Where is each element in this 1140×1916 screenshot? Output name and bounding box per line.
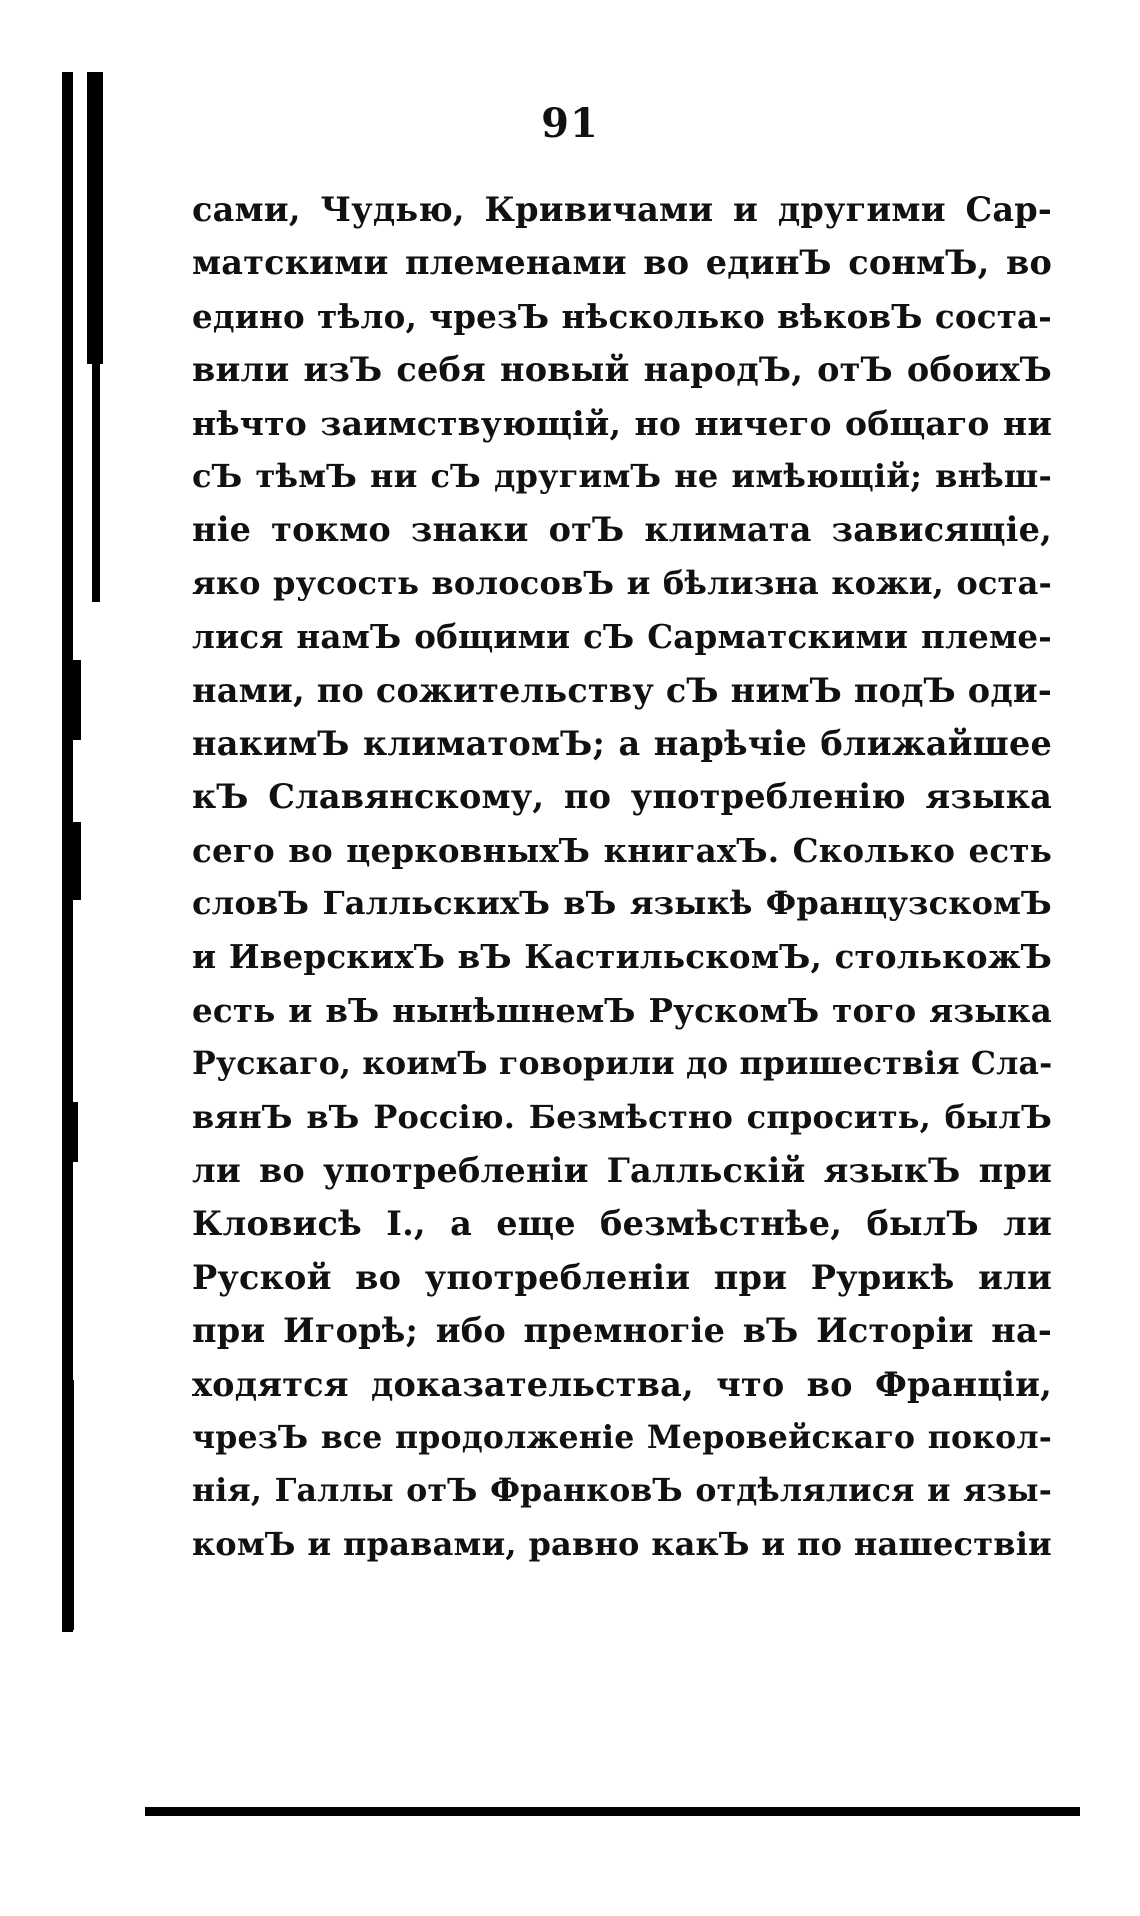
text-line: вянЪ вЪ Россію. Безмѣстно спросить, былЪ xyxy=(192,1097,1052,1136)
text-line: нами, по сожительству сЪ нимЪ подЪ оди- xyxy=(192,670,1052,710)
text-line: матскими племенами во единЪ сонмЪ, во xyxy=(192,243,1052,283)
text-line: накимЪ климатомЪ; а нарѣчіе ближайшее xyxy=(192,723,1052,763)
page-number: 91 xyxy=(541,100,599,147)
text-line: ходятся доказательства, что во Франціи, xyxy=(192,1364,1052,1404)
text-line: вили изЪ себя новый народЪ, отЪ обоихЪ xyxy=(192,350,1052,390)
scan-edge-bar xyxy=(64,660,81,740)
text-line: Рускаго, коимЪ говорили до пришествія Сла- xyxy=(192,1045,1053,1083)
text-line: словЪ ГалльскихЪ вЪ языкѣ ФранцузскомЪ xyxy=(192,884,1052,923)
text-line: при Игорѣ; ибо премногіе вЪ Исторіи на- xyxy=(192,1311,1052,1351)
text-line: нія, Галлы отЪ ФранковЪ отдѣлялися и язы- xyxy=(192,1472,1052,1510)
scan-edge-bar xyxy=(62,1380,74,1630)
scan-edge-bar xyxy=(92,364,100,602)
text-line: сами, Чудью, Кривичами и другими Сар- xyxy=(192,190,1052,229)
scan-edge-bar xyxy=(64,1102,78,1162)
text-line: яко русость волосовЪ и бѣлизна кожи, оста- xyxy=(192,563,1052,602)
text-line: кЪ Славянскому, по употребленію языка xyxy=(192,777,1052,817)
text-line: сего во церковныхЪ книгахЪ. Сколько есть xyxy=(192,830,1052,870)
text-line: чрезЪ все продолженіе Меровейскаго покол- xyxy=(192,1418,1052,1456)
text-line: лися намЪ общими сЪ Сарматскими племе- xyxy=(192,617,1052,657)
text-line: Руской во употребленіи при Рурикѣ или xyxy=(192,1257,1052,1297)
bottom-rule xyxy=(145,1807,1080,1816)
text-line: сЪ тѣмЪ ни сЪ другимЪ не имѣющій; внѣш- xyxy=(192,456,1052,495)
text-line: ли во употребленіи Галльскій языкЪ при xyxy=(192,1151,1052,1191)
text-line: комЪ и правами, равно какЪ и по нашествіи xyxy=(192,1524,1052,1563)
text-line: нѣчто заимствующій, но ничего общаго ни xyxy=(192,403,1052,443)
text-line: ніе токмо знаки отЪ климата зависящіе, xyxy=(192,510,1052,550)
text-line: Кловисѣ I., а еще безмѣстнѣе, былЪ ли xyxy=(192,1204,1052,1244)
body-text xyxy=(192,183,1052,1571)
text-line: едино тѣло, чрезЪ нѣсколько вѣковЪ соста- xyxy=(192,296,1052,336)
text-line: есть и вЪ нынѣшнемЪ РускомЪ того языка xyxy=(192,990,1052,1030)
text-line: и ИверскихЪ вЪ КастильскомЪ, столькожЪ xyxy=(192,937,1052,977)
scan-edge-bar xyxy=(64,822,81,900)
